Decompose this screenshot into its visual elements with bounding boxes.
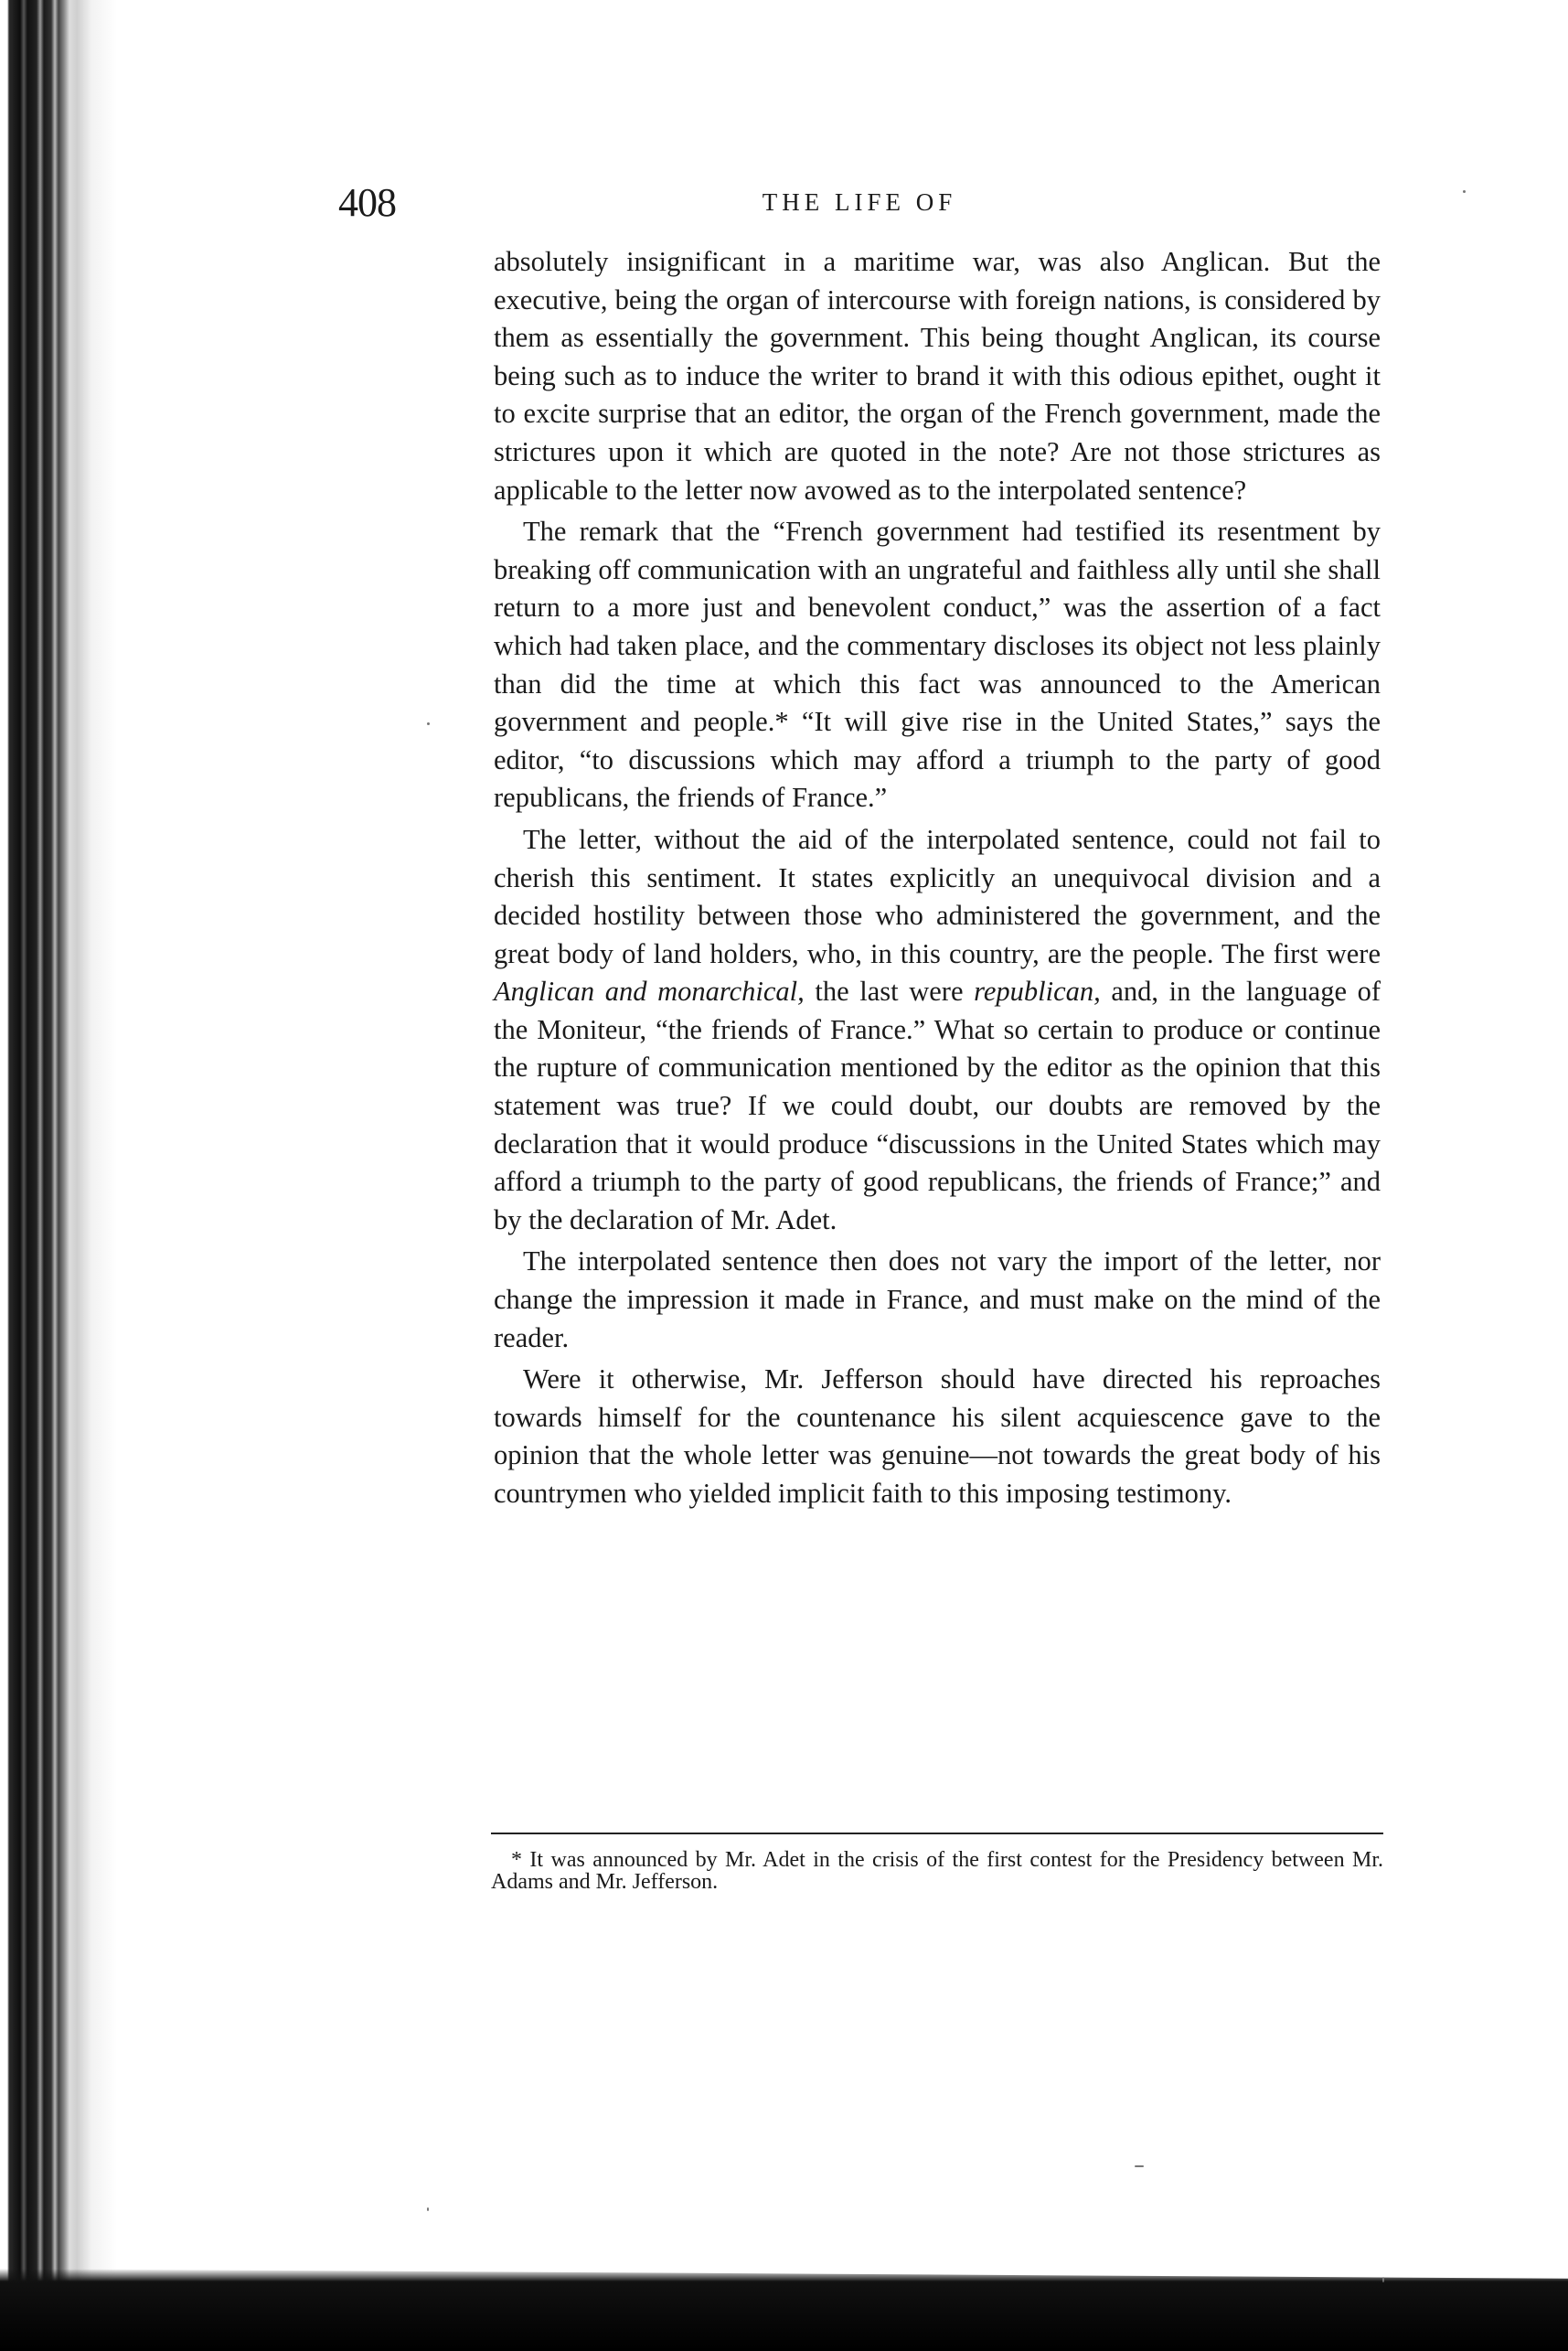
paragraph-3-italic-a: Anglican and monarchical,: [494, 976, 805, 1008]
scan-bottom-shadow: [0, 2269, 1568, 2351]
page-number: 408: [338, 180, 396, 225]
paragraph-3-italic-b: republican,: [974, 976, 1101, 1008]
scan-speck: [427, 2207, 429, 2211]
footnote-text: * It was announced by Mr. Adet in the crisis of the first contest for the Presidency between Mr. Adams and Mr. Jefferson.: [491, 1848, 1383, 1894]
book-binding-edge: [0, 0, 117, 2351]
footnote-rule: [491, 1833, 1383, 1834]
scan-speck: [427, 722, 430, 725]
page-header: [338, 179, 1381, 234]
scan-speck: [1135, 2165, 1144, 2167]
running-head: THE LIFE OF: [762, 188, 957, 216]
paragraph-3-text-b: the last were: [804, 976, 975, 1008]
scan-speck: [1463, 190, 1466, 193]
paragraph-3: [494, 821, 1381, 1240]
paragraph-2: The remark that the “French government had testified its resentment by breaking off communication with an ungrateful and faithless ally until she shall return to a more just and benevolent conduct,” was the assertion of a fact which had taken place, and the commentary discloses its object not less plainly than did the time at which this fact was announced to the American government and people.* “It will give rise in the United States,” says the editor, “to discussions which may afford a triumph to the party of good republicans, the friends of France.”: [494, 516, 1381, 814]
footnote: [491, 1849, 1383, 1893]
body-text: [494, 243, 1381, 1517]
paragraph-4: The interpolated sentence then does not vary the import of the letter, nor change the impression it made in France, and must make on the mind of the reader.: [494, 1245, 1381, 1353]
scan-speck: [1382, 2277, 1384, 2282]
paragraph-3-text-a: The letter, without the aid of the interpolated sentence, could not fail to cherish this sentiment. It states explicitly an unequivocal division and a decided hostility between those who administered the government, and the great body of land holders, who, in this country, are the people. The first were: [494, 823, 1381, 969]
paragraph-5: Were it otherwise, Mr. Jefferson should have directed his reproaches towards himself for the countenance his silent acquiescence gave to the opinion that the whole letter was genuine—not towards the great body of his countrymen who yielded implicit faith to this imposing testimony.: [494, 1363, 1381, 1509]
paragraph-1: absolutely insignificant in a maritime war, was also Anglican. But the executive, being the organ of intercourse with foreign nations, is considered by them as essentially the government. This being thought Anglican, its course being such as to induce the writer to brand it with this odious epithet, ought it to excite surprise that an editor, the organ of the French government, made the strictures upon it which are quoted in the note? Are not those strictures as applicable to the letter now avowed as to the interpolated sentence?: [494, 246, 1381, 506]
paragraph-3-text-c: and, in the language of the Moniteur, “the friends of France.” What so certain to produce or continue the rupture of communication mentioned by the editor as the opinion that this statement was true? If we could doubt, our doubts are removed by the declaration that it would produce “discussions in the United States which may afford a triumph to the party of good republicans, the friends of France;” and by the declaration of Mr. Adet.: [494, 976, 1381, 1235]
